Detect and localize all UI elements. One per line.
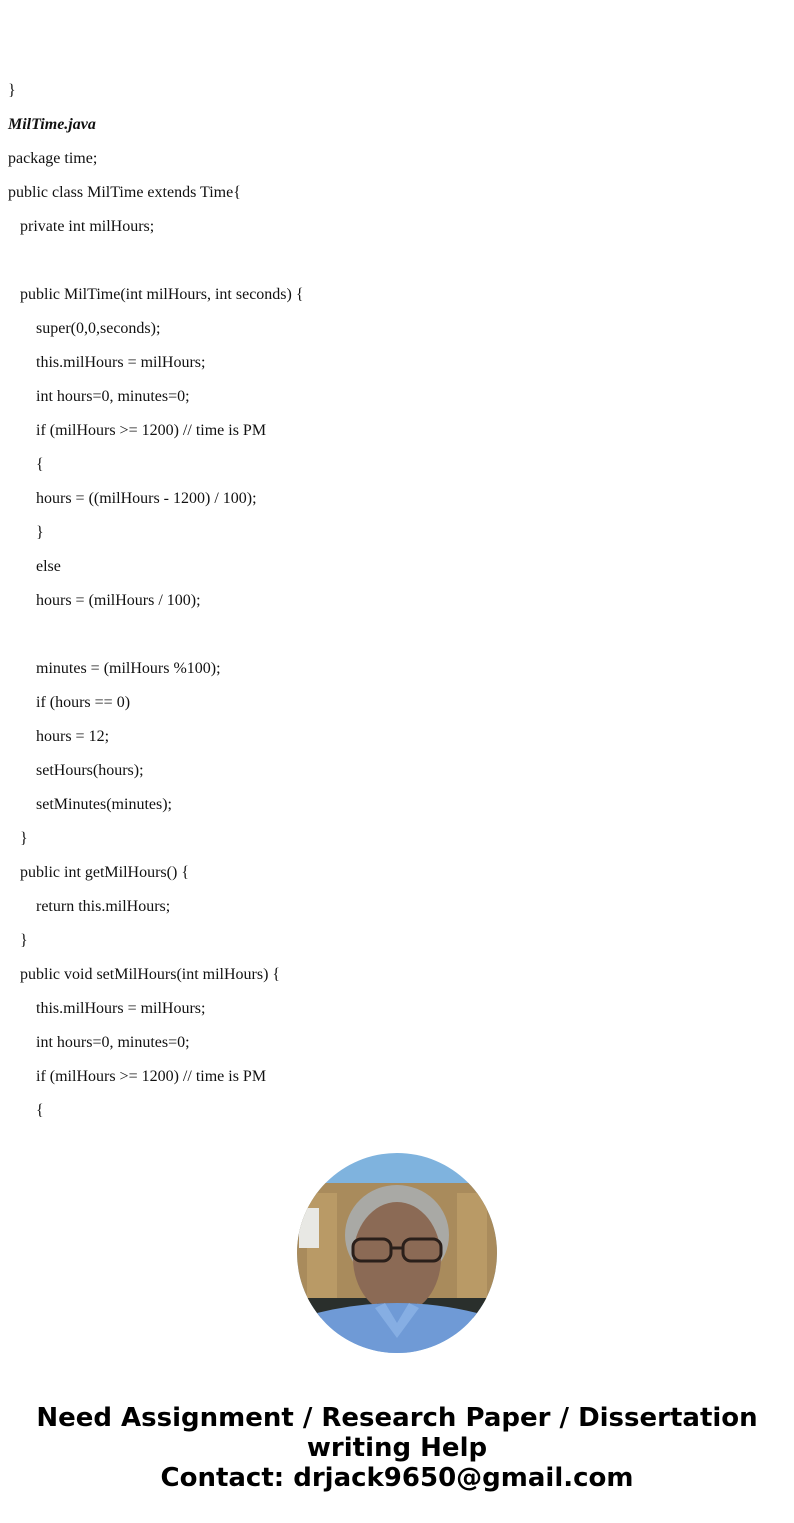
code-line: this.milHours = milHours; (36, 1000, 206, 1017)
code-line: } (36, 524, 44, 541)
code-line: } (20, 830, 28, 847)
code-line: { (36, 456, 44, 473)
contact-banner (0, 1403, 794, 1493)
cta-contact-email: Contact: drjack9650@gmail.com (160, 1463, 634, 1493)
document-body (0, 74, 794, 1128)
code-line: } (20, 932, 28, 949)
code-line: if (hours == 0) (36, 694, 131, 711)
code-line: { (36, 1102, 44, 1119)
code-line: package time; (8, 150, 98, 167)
code-line: else (36, 558, 61, 575)
code-line: hours = 12; (36, 728, 110, 745)
code-line: setMinutes(minutes); (36, 796, 172, 813)
code-line (0, 618, 794, 652)
code-line: setHours(hours); (36, 762, 144, 779)
code-line: hours = (milHours / 100); (36, 592, 201, 609)
code-line: int hours=0, minutes=0; (36, 1034, 190, 1051)
code-line: public MilTime(int milHours, int seconds) { (20, 286, 304, 303)
code-line: return this.milHours; (36, 898, 171, 915)
code-line: this.milHours = milHours; (36, 354, 206, 371)
code-line: } (8, 82, 16, 99)
code-line: public int getMilHours() { (20, 864, 189, 881)
code-line: super(0,0,seconds); (36, 320, 161, 337)
code-line: public class MilTime extends Time{ (8, 184, 241, 201)
code-line: minutes = (milHours %100); (36, 660, 221, 677)
cta-line-2: writing Help (306, 1433, 488, 1463)
file-title: MilTime.java (8, 116, 96, 133)
author-photo (297, 1153, 497, 1353)
code-line: hours = ((milHours - 1200) / 100); (36, 490, 257, 507)
portrait-icon (297, 1153, 497, 1353)
code-line: public void setMilHours(int milHours) { (20, 966, 281, 983)
code-line: private int milHours; (20, 218, 155, 235)
cta-line-1: Need Assignment / Research Paper / Dissertation (36, 1403, 758, 1433)
code-line: int hours=0, minutes=0; (36, 388, 190, 405)
code-line: if (milHours >= 1200) // time is PM (36, 1068, 267, 1085)
code-line: if (milHours >= 1200) // time is PM (36, 422, 267, 439)
code-line (0, 244, 794, 278)
